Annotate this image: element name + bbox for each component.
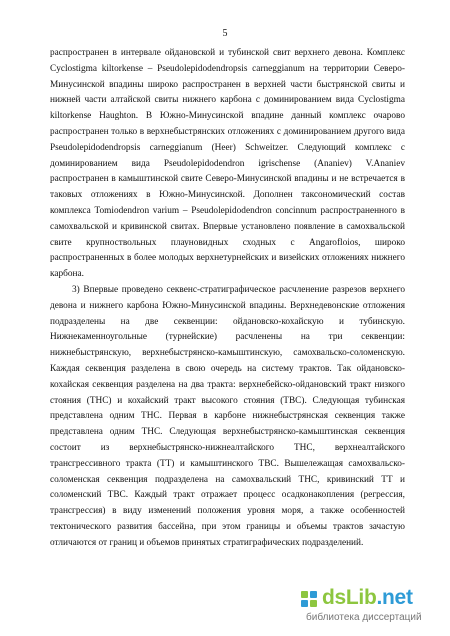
page-number: 5 <box>222 28 228 39</box>
paragraph-2: 3) Впервые проведено секвенс-стратиграфическое расчленение разрезов верхнего девона и нижнего карбона Южно-Минусинской впадины. Верхнедевонские отложения подразделены на две секвенции: ойдановско-кохайскую и тубинскую. Нижнекаменноугольные (турнейские) расчленены на три секвенции: нижнебыстрянскую, верхнебыстрянско-камыштинскую, самохвальско-соломенскую. Каждая секвенция разделена в свою очередь на систему трактов. Так ойдановско-кохайская секвенция разделена на два тракта: верхнебейско-ойдановский тракт низкого стояния (ТНС) и кохайский тракт высокого стояния (ТВС). Следующая тубинская представлена одним ТНС. Первая в карбоне нижнебыстрянская секвенция также представлена одним ТНС. Следующая верхнебыстрянско-камыштинская секвенция состоит из верхнебыстрянско-нижнеалтайского ТНС, верхнеалтайского трансгрессивного тракта (ТТ) и камыштинского ТВС. Вышележащая самохвальско-соломенская секвенция подразделена на самохвальский ТНС, кривинский ТТ и соломенский ТВС. Каждый тракт отражает процесс осадконакопления (регрессия, трансгрессия) в виду изменений положения уровня моря, а также особенностей тектонического развития бассейна, при этом границы и объемы трактов зачастую отличаются от границ и объемов принятых стратиграфических подразделений. <box>50 284 405 548</box>
logo-title-part1: dsLib <box>322 586 377 609</box>
dslib-logo[interactable] <box>300 586 445 630</box>
paragraph-1: распространен в интервале ойдановской и тубинской свит верхнего девона. Комплекс Cyclostigma kiltorkense – Pseudolepidodendropsis carneggianum на территории Северо-Минусинской впадины широко распространен в верхней части быстрянской свиты и нижней части алтайской свиты нижнего карбона с доминированием вида Cyclostigma kiltorkense Haughton. В Южно-Минусинской впадине данный комплекс очарово распространен только в верхнебыстрянских отложениях с доминированием другого вида Pseudolepidodendropsis carneggianum (Heer) Schweitzer. Следующий комплекс с доминированием вида Pseudolepidodendron igrischense (Ananiev) V.Ananiev распространен в камыштинской свите Северо-Минусинской впадины и не встречается в таковых отложениях в Южно-Минусинской. Дополнен таксономический состав комплекса Tomiodendron varium – Pseudolepidodendron concinnum распространенного в самохвальской и кривинской свитах. Впервые установлено появление в самохвальской свите крупноствольных плауновидных сходных с Angarofloios, широко распространенных в более молодых верхнетурнейских и визейских отложениях нижнего карбона. <box>50 48 405 280</box>
logo-subtitle: библиотека диссертаций <box>306 612 422 623</box>
logo-title-part2: .net <box>376 586 413 609</box>
dslib-logo-icon <box>300 590 318 608</box>
logo-title <box>322 586 413 610</box>
document-body <box>50 46 405 552</box>
